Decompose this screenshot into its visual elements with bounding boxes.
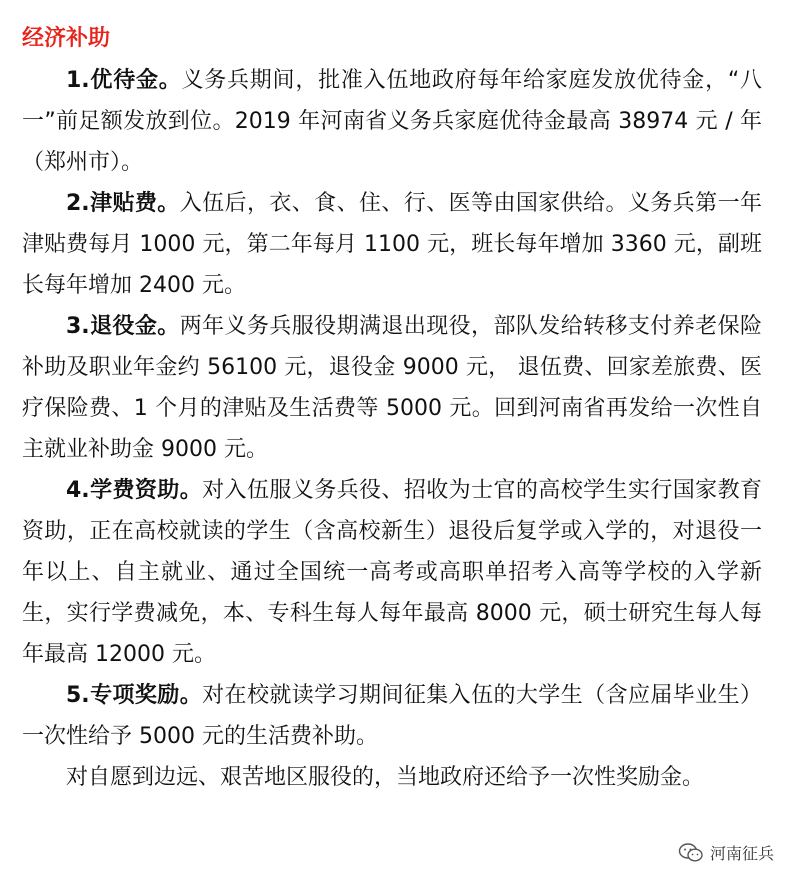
paragraph-tuiyijin	[22, 306, 762, 470]
paragraph-zhuanxiangjiangli	[22, 675, 762, 757]
paragraph-lead: 5.专项奖励。	[66, 683, 203, 708]
paragraph-lead: 1.优待金。	[66, 68, 182, 93]
paragraph-body: 义务兵期间，批准入伍地政府每年给家庭发放优待金，“八一”前足额发放到位。2019 年河南省义务兵家庭优待金最高 38974 元 / 年（郑州市）。	[22, 68, 763, 175]
paragraph-bianyuan-jiangli	[22, 757, 762, 798]
document-body	[22, 22, 762, 798]
paragraph-body: 入伍后，衣、食、住、行、医等由国家供给。义务兵第一年津贴费每月 1000 元，第二年每月 1100 元，班长每年增加 3360 元，副班长每年增加 2400 元。	[22, 191, 762, 298]
paragraph-youdaijin	[22, 60, 762, 183]
wechat-icon	[678, 842, 704, 864]
paragraph-jintiefei	[22, 183, 762, 306]
paragraph-body: 对自愿到边远、艰苦地区服役的，当地政府还给予一次性奖励金。	[66, 765, 705, 790]
watermark	[678, 841, 774, 864]
paragraph-lead: 2.津贴费。	[66, 191, 180, 216]
watermark-text: 河南征兵	[709, 844, 774, 863]
paragraph-lead: 3.退役金。	[66, 314, 180, 339]
paragraph-xuefeizizhu	[22, 470, 762, 675]
paragraph-lead: 4.学费资助。	[66, 478, 203, 503]
paragraph-body: 对入伍服义务兵役、招收为士官的高校学生实行国家教育资助，正在高校就读的学生（含高校新生）退役后复学或入学的，对退役一年以上、自主就业、通过全国统一高考或高职单招考入高等学校的入学新生，实行学费减免，本、专科生每人每年最高 8000 元，硕士研究生每人每年最高 12000 元。	[22, 478, 762, 667]
section-title: 经济补助	[22, 26, 111, 51]
paragraph-body: 两年义务兵服役期满退出现役，部队发给转移支付养老保险补助及职业年金约 56100 元，退役金 9000 元， 退伍费、回家差旅费、医疗保险费、1 个月的津贴及生活费等 5000 元。回到河南省再发给一次性自主就业补助金 9000 元。	[22, 314, 762, 462]
paragraph-body: 对在校就读学习期间征集入伍的大学生（含应届毕业生）一次性给予 5000 元的生活费补助。	[22, 683, 762, 749]
